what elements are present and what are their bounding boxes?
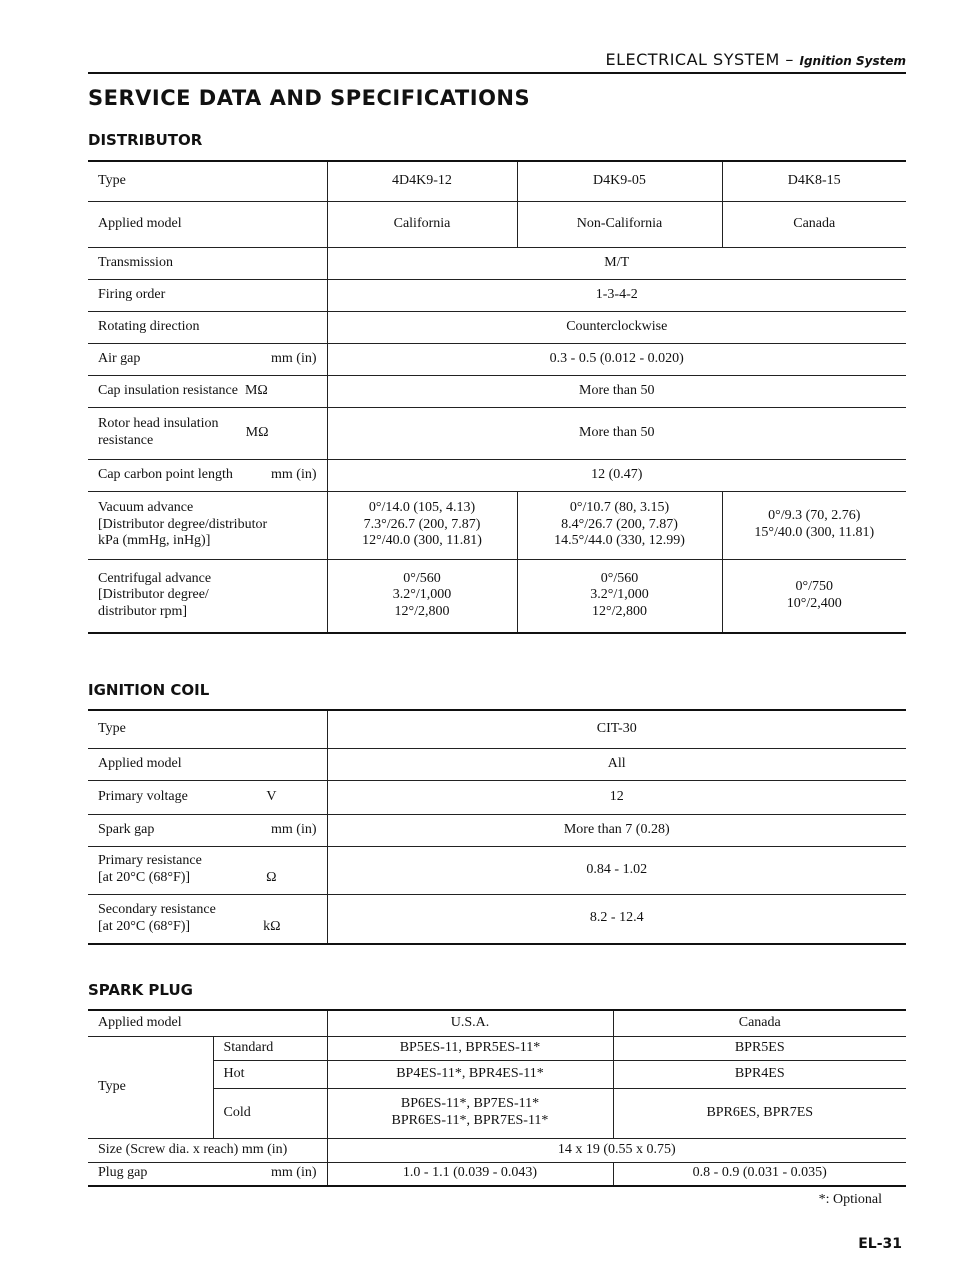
table-row	[88, 407, 906, 459]
table-row	[88, 1162, 906, 1186]
row-label: Rotating direction	[88, 311, 327, 343]
row-label	[88, 846, 327, 894]
table-cell: More than 50	[327, 407, 906, 459]
table-cell: BPR6ES, BPR7ES	[613, 1088, 906, 1138]
table-cell: California	[327, 201, 517, 247]
cell-line: 3.2°/1,000	[590, 587, 649, 603]
row-label: Applied model	[88, 748, 327, 780]
table-cell	[327, 1088, 613, 1138]
unit-text: kΩ	[263, 918, 281, 934]
row-label	[88, 343, 327, 375]
table-cell: 0.84 - 1.02	[327, 846, 906, 894]
row-label	[88, 459, 327, 491]
distributor-table	[88, 160, 906, 634]
cell-line: 12°/40.0 (300, 11.81)	[362, 533, 482, 549]
row-label	[88, 375, 327, 407]
label-text: resistance	[98, 433, 154, 448]
unit-text: mm (in)	[271, 350, 317, 366]
row-label	[88, 491, 327, 559]
table-row	[88, 846, 906, 894]
cell-line: 14.5°/44.0 (330, 12.99)	[554, 533, 685, 549]
unit-text: Ω	[266, 870, 277, 885]
row-label: Type	[88, 710, 327, 748]
table-cell: D4K9-05	[517, 161, 722, 201]
footnote: *: Optional	[818, 1192, 882, 1207]
table-cell: BP4ES-11*, BPR4ES-11*	[327, 1060, 613, 1088]
table-row	[88, 1010, 906, 1036]
spark-plug-title: SPARK PLUG	[88, 981, 193, 999]
unit-text: mm (in)	[271, 1165, 317, 1181]
row-label	[88, 780, 327, 814]
table-cell: BP5ES-11, BPR5ES-11*	[327, 1036, 613, 1060]
label-text: Cap carbon point length	[98, 466, 233, 482]
cell-line: 0°/560	[600, 570, 639, 586]
label-text: kPa (mmHg, inHg)]	[98, 533, 211, 549]
table-row	[88, 279, 906, 311]
cell-line: 0°/10.7 (80, 3.15)	[569, 499, 670, 515]
table-row	[88, 894, 906, 944]
row-label	[88, 1162, 327, 1186]
row-label	[88, 407, 327, 459]
label-text: Air gap	[98, 350, 141, 366]
row-label: Size (Screw dia. x reach) mm (in)	[88, 1138, 327, 1162]
unit-text: mm (in)	[271, 821, 317, 837]
table-cell: Canada	[722, 201, 906, 247]
label-text: [at 20°C (68°F)]	[98, 918, 191, 934]
table-cell	[327, 559, 517, 633]
table-cell: 0.8 - 0.9 (0.031 - 0.035)	[692, 1165, 827, 1181]
table-cell: More than 50	[327, 375, 906, 407]
cell-line: 7.3°/26.7 (200, 7.87)	[363, 516, 481, 532]
ignition-coil-title: IGNITION COIL	[88, 681, 210, 699]
table-cell	[327, 491, 517, 559]
cell-line: 3.2°/1,000	[392, 587, 452, 603]
label-text: Rotor head insulation	[98, 416, 219, 432]
table-row	[88, 559, 906, 633]
unit-text: V	[266, 788, 277, 804]
table-cell	[722, 559, 906, 633]
table-cell: 12 (0.47)	[327, 459, 906, 491]
cell-line: 0°/14.0 (105, 4.13)	[368, 499, 476, 515]
page-title: SERVICE DATA AND SPECIFICATIONS	[88, 86, 531, 110]
label-text: Primary voltage	[98, 788, 188, 804]
table-cell: Canada	[613, 1010, 906, 1036]
label-text: Vacuum advance	[98, 499, 194, 515]
table-cell	[517, 559, 722, 633]
cell-line: 10°/2,400	[786, 595, 842, 611]
row-sublabel: Cold	[213, 1088, 327, 1138]
table-row	[88, 311, 906, 343]
table-cell: Counterclockwise	[327, 311, 906, 343]
row-label	[88, 814, 327, 846]
unit-text: MΩ	[245, 424, 269, 440]
label-text: Cap insulation resistance	[98, 382, 238, 398]
unit-text: MΩ	[244, 382, 268, 398]
distributor-title: DISTRIBUTOR	[88, 131, 203, 149]
table-cell: Non-California	[517, 201, 722, 247]
cell-line: BPR6ES-11*, BPR7ES-11*	[391, 1113, 549, 1128]
row-label	[88, 894, 327, 944]
table-cell: 4D4K9-12	[327, 161, 517, 201]
cell-line: 12°/2,800	[592, 604, 647, 620]
header-section: ELECTRICAL SYSTEM	[605, 50, 780, 69]
table-row	[88, 343, 906, 375]
label-text: [Distributor degree/distributor	[98, 516, 268, 532]
table-cell	[722, 491, 906, 559]
row-label: Transmission	[88, 247, 327, 279]
table-cell: M/T	[327, 247, 906, 279]
table-cell: 0.3 - 0.5 (0.012 - 0.020)	[327, 343, 906, 375]
label-text: Primary resistance	[98, 853, 202, 869]
ignition-coil-table	[88, 709, 906, 945]
table-row	[88, 491, 906, 559]
row-sublabel: Standard	[213, 1036, 327, 1060]
row-label	[88, 559, 327, 633]
row-sublabel: Hot	[213, 1060, 327, 1088]
row-label: Firing order	[88, 279, 327, 311]
table-cell: CIT-30	[327, 710, 906, 748]
page-number: EL-31	[858, 1236, 902, 1252]
label-text: Secondary resistance	[98, 901, 216, 917]
table-cell: BPR4ES	[613, 1060, 906, 1088]
row-label: Type	[88, 1036, 213, 1138]
table-row	[88, 375, 906, 407]
cell-line: 8.4°/26.7 (200, 7.87)	[561, 516, 678, 532]
spark-plug-table	[88, 1009, 906, 1187]
table-row	[88, 710, 906, 748]
table-row	[88, 814, 906, 846]
table-row	[88, 1036, 906, 1060]
page-header	[88, 50, 906, 74]
table-row	[88, 161, 906, 201]
row-label: Applied model	[88, 1010, 327, 1036]
table-cell: D4K8-15	[722, 161, 906, 201]
cell-line: 0°/750	[795, 578, 833, 594]
table-cell: 1-3-4-2	[327, 279, 906, 311]
label-text: Spark gap	[98, 821, 155, 837]
header-separator: –	[779, 50, 800, 69]
table-cell: U.S.A.	[327, 1010, 613, 1036]
table-row	[88, 459, 906, 491]
cell-line: 12°/2,800	[394, 604, 450, 620]
row-label: Type	[88, 161, 327, 201]
label-text: distributor rpm]	[98, 604, 188, 620]
row-label: Applied model	[88, 201, 327, 247]
table-cell	[517, 491, 722, 559]
table-cell: All	[327, 748, 906, 780]
cell-line: BP6ES-11*, BP7ES-11*	[400, 1096, 540, 1112]
table-cell: BPR5ES	[613, 1036, 906, 1060]
cell-line: 15°/40.0 (300, 11.81)	[754, 525, 875, 540]
table-cell: 14 x 19 (0.55 x 0.75)	[327, 1138, 906, 1162]
cell-line: 0°/560	[403, 570, 441, 586]
table-cell: More than 7 (0.28)	[327, 814, 906, 846]
label-text: [Distributor degree/	[98, 587, 209, 603]
table-cell: 8.2 - 12.4	[589, 910, 644, 926]
table-cell: 1.0 - 1.1 (0.039 - 0.043)	[327, 1162, 613, 1186]
cell-line: 0°/9.3 (70, 2.76)	[768, 508, 861, 524]
table-row	[88, 780, 906, 814]
table-cell: 12	[327, 780, 906, 814]
label-text: [at 20°C (68°F)]	[98, 870, 191, 885]
label-text: Centrifugal advance	[98, 570, 212, 586]
table-row	[88, 748, 906, 780]
label-text: Plug gap	[98, 1165, 148, 1181]
table-row	[88, 247, 906, 279]
table-row	[88, 201, 906, 247]
header-subsection: Ignition System	[799, 54, 906, 68]
table-row	[88, 1138, 906, 1162]
unit-text: mm (in)	[271, 466, 317, 482]
